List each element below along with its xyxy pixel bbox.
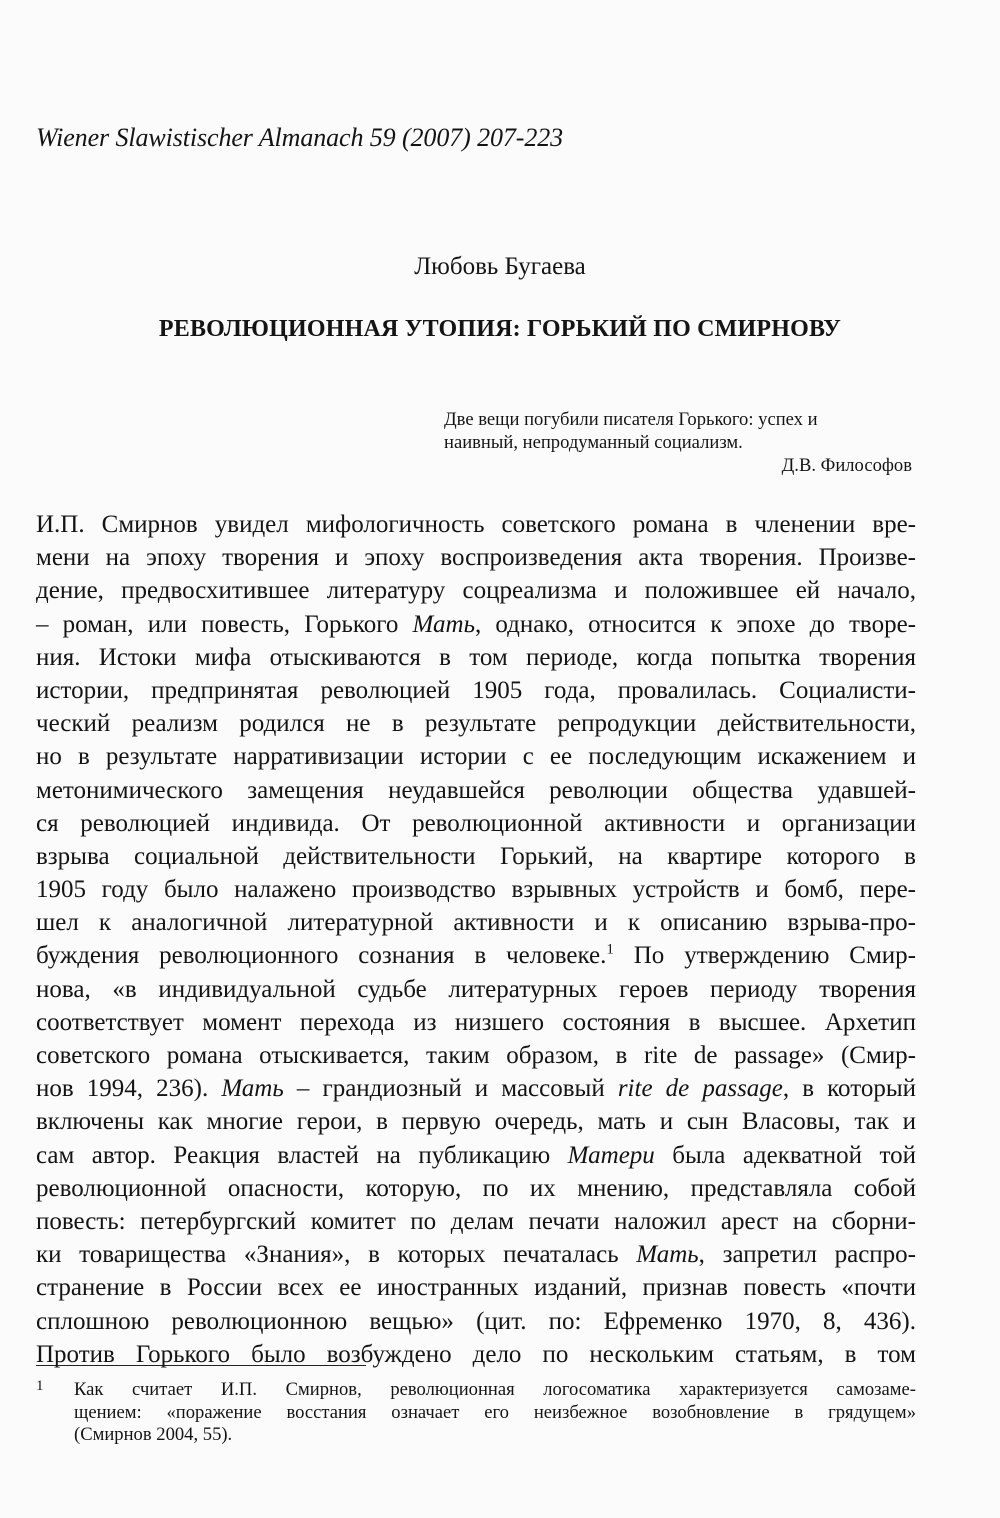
body-line: метонимического замещения неудавшейся революции общества удавшей-	[36, 776, 916, 804]
body-line: мени на эпоху творения и эпоху воспроизведения акта творения. Произве-	[36, 544, 916, 572]
epigraph-line: наивный, непродуманный социализм.	[444, 432, 743, 453]
body-line: взрыва социальной действительности Горький, на квартире которого в	[36, 842, 916, 870]
body-line: – роман, или повесть, Горького Мать, однако, относится к эпохе до творе-	[36, 610, 916, 638]
footnote-ref[interactable]: 1	[606, 942, 614, 959]
italic-title: Мать	[636, 1241, 699, 1269]
epigraph-attribution: Д.В. Философов	[781, 455, 912, 476]
epigraph	[444, 408, 912, 477]
body-line: дение, предвосхитившее литературу соцреализма и положившее ей начало,	[36, 577, 916, 605]
body-line: ки товарищества «Знания», в которых печаталась Мать, запретил распро-	[36, 1241, 917, 1269]
body-line: соответствует момент перехода из низшего состояния в высшее. Архетип	[36, 1008, 916, 1036]
body-line: сплошною революционною вещью» (цит. по: Ефременко 1970, 8, 436).	[36, 1307, 916, 1335]
body-line: советского романа отыскивается, таким образом, в rite de passage» (Смир-	[36, 1042, 916, 1069]
article-author: Любовь Бугаева	[414, 253, 586, 280]
article-body	[36, 508, 916, 1371]
body-line: революционной опасности, которую, по их мнению, представляла собой	[36, 1174, 916, 1202]
italic-title: Мать	[412, 610, 475, 638]
body-line: ся революцией индивида. От революционной активности и организации	[36, 809, 916, 837]
body-line: повесть: петербургский комитет по делам печати наложил арест на сборни-	[36, 1207, 916, 1235]
body-line: истории, предпринятая революцией 1905 года, провалилась. Социалисти-	[36, 676, 916, 704]
italic-title: Мать	[221, 1075, 284, 1103]
body-line: включены как многие герои, в первую очередь, мать и сын Власовы, так и	[36, 1108, 916, 1136]
footnote-line: (Смирнов 2004, 55).	[74, 1424, 233, 1445]
body-line: ния. Истоки мифа отыскиваются в том периоде, когда попытка творения	[36, 643, 916, 671]
body-line: странение в России всех ее иностранных изданий, признав повесть «почти	[36, 1274, 916, 1302]
body-line: буждения революционного сознания в человеке.$^1$ По утверждению Смир-	[36, 942, 916, 970]
footnote-text	[74, 1379, 916, 1447]
body-line: сам автор. Реакция властей на публикацию Матери была адекватной той	[36, 1141, 916, 1169]
footnote	[36, 1379, 916, 1447]
footnote-number: 1	[36, 1378, 44, 1394]
journal-citation: Wiener Slawistischer Almanach 59 (2007) 207-223	[36, 123, 564, 152]
body-line: 1905 году было налажено производство взрывных устройств и бомб, пере-	[36, 876, 916, 904]
body-line: но в результате нарративизации истории с ее последующим искажением и	[36, 743, 916, 771]
body-line: нов 1994, 236). Мать – грандиозный и массовый rite de passage, в который	[36, 1075, 916, 1103]
body-line: Против Горького было возбуждено дело по нескольким статьям, в том	[36, 1340, 916, 1368]
body-line: шел к аналогичной литературной активности и к описанию взрыва-про-	[36, 909, 916, 937]
footnote-line: Как считает И.П. Смирнов, революционная логосоматика характеризуется самозаме-	[74, 1379, 916, 1400]
article-title: РЕВОЛЮЦИОННАЯ УТОПИЯ: ГОРЬКИЙ ПО СМИРНОВУ	[158, 316, 842, 342]
body-line: нова, «в индивидуальной судьбе литературных героев периоду творения	[36, 975, 916, 1003]
body-line: И.П. Смирнов увидел мифологичность советского романа в членении вре-	[36, 511, 916, 538]
italic-title: Матери	[567, 1141, 655, 1169]
epigraph-line: Две вещи погубили писателя Горького: успех и	[444, 409, 818, 430]
body-line: ческий реализм родился не в результате репродукции действительности,	[36, 710, 916, 738]
footnote-divider	[36, 1365, 366, 1366]
footnote-line: щением: «поражение восстания означает его неизбежное возобновление в грядущем»	[74, 1401, 916, 1423]
italic-term: rite de passage	[617, 1075, 783, 1103]
